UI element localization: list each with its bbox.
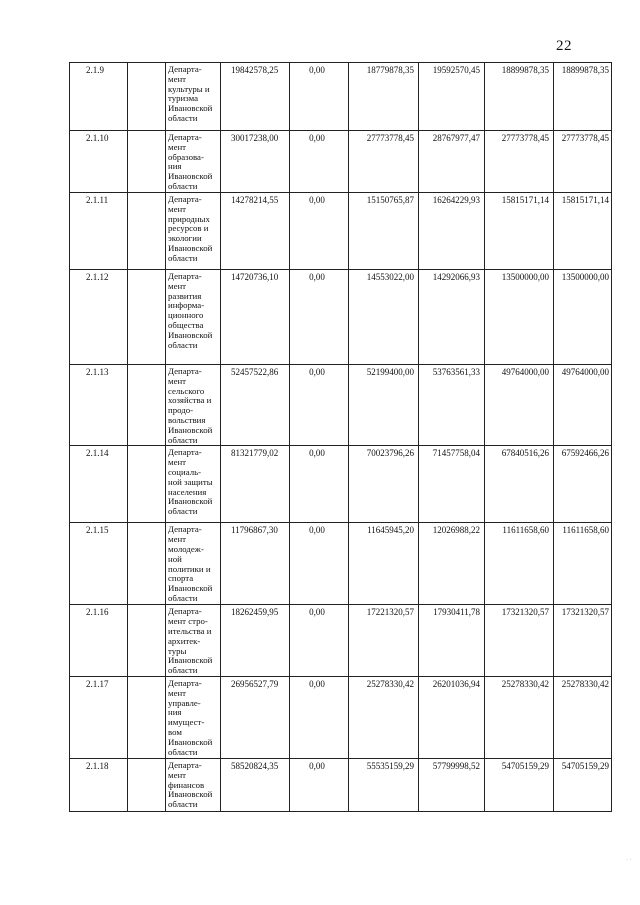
- row-index: 2.1.11: [70, 193, 128, 270]
- amount-cell: 25278330,42: [485, 676, 554, 758]
- amount-cell: 0,00: [290, 63, 349, 131]
- amount-cell: 14553022,00: [349, 270, 419, 365]
- department-cell: Департа- мент стро- ительства и архитек- туры Ивановской области: [166, 605, 221, 677]
- amount-cell: 17321320,57: [485, 605, 554, 677]
- amount-cell: 25278330,42: [349, 676, 419, 758]
- amount-cell: 58520824,35: [221, 758, 290, 811]
- amount-cell: 17321320,57: [554, 605, 612, 677]
- table-row: [70, 63, 612, 131]
- empty-cell: [128, 758, 166, 811]
- amount-cell: 26201036,94: [419, 676, 485, 758]
- amount-cell: 67840516,26: [485, 446, 554, 523]
- amount-cell: 30017238,00: [221, 131, 290, 193]
- table-row: [70, 193, 612, 270]
- table-row: [70, 676, 612, 758]
- amount-cell: 0,00: [290, 270, 349, 365]
- amount-cell: 15815171,14: [554, 193, 612, 270]
- amount-cell: 11611658,60: [554, 523, 612, 605]
- amount-cell: 11611658,60: [485, 523, 554, 605]
- amount-cell: 0,00: [290, 605, 349, 677]
- budget-table: [69, 62, 612, 812]
- table-row: [70, 365, 612, 446]
- amount-cell: 16264229,93: [419, 193, 485, 270]
- amount-cell: 0,00: [290, 193, 349, 270]
- amount-cell: 25278330,42: [554, 676, 612, 758]
- amount-cell: 54705159,29: [554, 758, 612, 811]
- row-index: 2.1.17: [70, 676, 128, 758]
- amount-cell: 67592466,26: [554, 446, 612, 523]
- amount-cell: 0,00: [290, 446, 349, 523]
- department-cell: Департа- мент финансов Ивановской области: [166, 758, 221, 811]
- amount-cell: 14292066,93: [419, 270, 485, 365]
- department-cell: Департа- мент управле- ния имущест- вом Ивановской области: [166, 676, 221, 758]
- empty-cell: [128, 63, 166, 131]
- amount-cell: 70023796,26: [349, 446, 419, 523]
- row-index: 2.1.14: [70, 446, 128, 523]
- department-cell: Департа- мент социаль- ной защиты населения Ивановской области: [166, 446, 221, 523]
- row-index: 2.1.9: [70, 63, 128, 131]
- row-index: 2.1.18: [70, 758, 128, 811]
- amount-cell: 26956527,79: [221, 676, 290, 758]
- amount-cell: 0,00: [290, 131, 349, 193]
- amount-cell: 54705159,29: [485, 758, 554, 811]
- amount-cell: 13500000,00: [554, 270, 612, 365]
- amount-cell: 0,00: [290, 523, 349, 605]
- department-cell: Департа- мент образова- ния Ивановской области: [166, 131, 221, 193]
- amount-cell: 55535159,29: [349, 758, 419, 811]
- row-index: 2.1.10: [70, 131, 128, 193]
- row-index: 2.1.16: [70, 605, 128, 677]
- empty-cell: [128, 193, 166, 270]
- amount-cell: 49764000,00: [554, 365, 612, 446]
- empty-cell: [128, 131, 166, 193]
- empty-cell: [128, 676, 166, 758]
- department-cell: Департа- мент сельского хозяйства и продо- вольствия Ивановской области: [166, 365, 221, 446]
- amount-cell: 0,00: [290, 365, 349, 446]
- amount-cell: 28767977,47: [419, 131, 485, 193]
- department-cell: Департа- мент молодеж- ной политики и спорта Ивановской области: [166, 523, 221, 605]
- amount-cell: 15815171,14: [485, 193, 554, 270]
- amount-cell: 13500000,00: [485, 270, 554, 365]
- amount-cell: 27773778,45: [349, 131, 419, 193]
- amount-cell: 52199400,00: [349, 365, 419, 446]
- amount-cell: 18899878,35: [485, 63, 554, 131]
- amount-cell: 52457522,86: [221, 365, 290, 446]
- amount-cell: 11796867,30: [221, 523, 290, 605]
- amount-cell: 19592570,45: [419, 63, 485, 131]
- row-index: 2.1.12: [70, 270, 128, 365]
- amount-cell: 27773778,45: [554, 131, 612, 193]
- amount-cell: 81321779,02: [221, 446, 290, 523]
- amount-cell: 17221320,57: [349, 605, 419, 677]
- empty-cell: [128, 605, 166, 677]
- amount-cell: 12026988,22: [419, 523, 485, 605]
- amount-cell: 53763561,33: [419, 365, 485, 446]
- department-cell: Департа- мент развития информа- ционного общества Ивановской области: [166, 270, 221, 365]
- amount-cell: 15150765,87: [349, 193, 419, 270]
- amount-cell: 14720736,10: [221, 270, 290, 365]
- amount-cell: 19842578,25: [221, 63, 290, 131]
- amount-cell: 71457758,04: [419, 446, 485, 523]
- page-number: 22: [556, 38, 572, 54]
- table-row: [70, 446, 612, 523]
- empty-cell: [128, 270, 166, 365]
- table-row: [70, 605, 612, 677]
- amount-cell: 18779878,35: [349, 63, 419, 131]
- amount-cell: 0,00: [290, 676, 349, 758]
- amount-cell: 14278214,55: [221, 193, 290, 270]
- amount-cell: 27773778,45: [485, 131, 554, 193]
- table-row: [70, 131, 612, 193]
- department-cell: Департа- мент культуры и туризма Ивановской области: [166, 63, 221, 131]
- amount-cell: 0,00: [290, 758, 349, 811]
- department-cell: Департа- мент природных ресурсов и экологии Ивановской области: [166, 193, 221, 270]
- amount-cell: 11645945,20: [349, 523, 419, 605]
- table-row: [70, 758, 612, 811]
- scan-artifact: · ·: [626, 857, 632, 863]
- table-row: [70, 270, 612, 365]
- amount-cell: 17930411,78: [419, 605, 485, 677]
- empty-cell: [128, 446, 166, 523]
- empty-cell: [128, 365, 166, 446]
- amount-cell: 57799998,52: [419, 758, 485, 811]
- amount-cell: 49764000,00: [485, 365, 554, 446]
- empty-cell: [128, 523, 166, 605]
- amount-cell: 18899878,35: [554, 63, 612, 131]
- row-index: 2.1.13: [70, 365, 128, 446]
- amount-cell: 18262459,95: [221, 605, 290, 677]
- row-index: 2.1.15: [70, 523, 128, 605]
- table-row: [70, 523, 612, 605]
